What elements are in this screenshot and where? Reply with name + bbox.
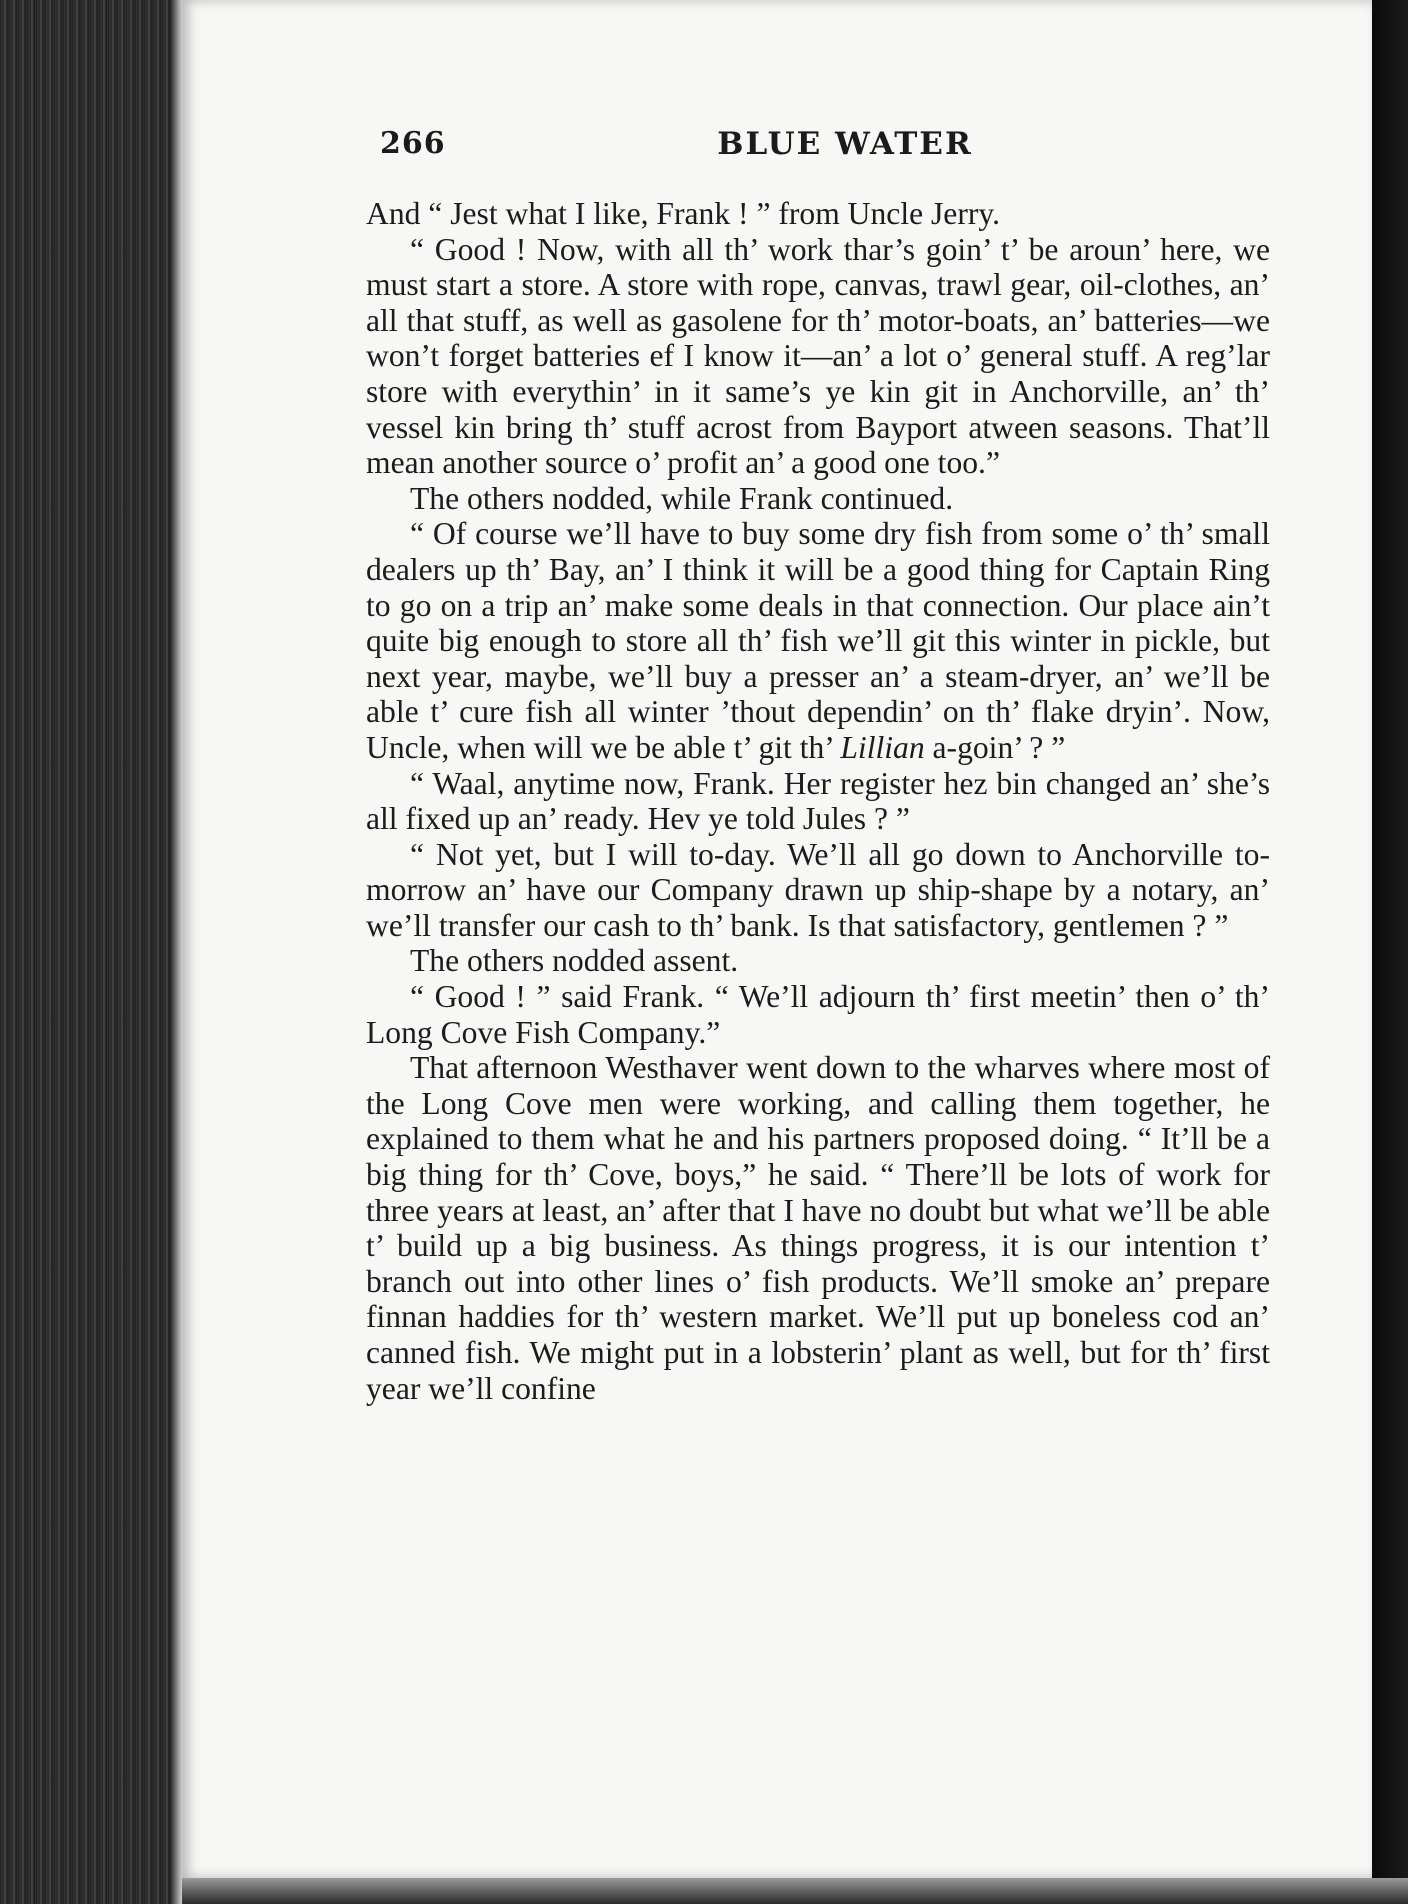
paragraph: The others nodded assent.	[410, 943, 739, 979]
paragraph-text: “ Of course we’ll have to buy some dry fish from some o’ th’ small dealers up th’ Bay, an’ I think it will be a good thing for Captain Ring to go on a trip an’ make some deals in that connection. Our place ain’t quite big enough to store all th’ fish we’ll git this winter in pickle, but next year, maybe, we’ll buy a presser an’ a steam-dryer, an’ we’ll be able t’ cure fish all winter ’thout dependin’ on th’ flake dryin’. Now, Uncle, when will we be able t’ git th’	[366, 516, 1270, 765]
paragraph: “ Waal, anytime now, Frank. Her register hez bin changed an’ she’s all fixed up an’ ready. Hev ye told Jules ? ”	[366, 765, 1270, 837]
paragraph: And “ Jest what I like, Frank ! ” from Uncle Jerry.	[366, 196, 1001, 231]
page-number: 266	[380, 126, 446, 161]
scan-border-bottom	[182, 1878, 1408, 1904]
scan-border-right	[1372, 0, 1408, 1904]
vessel-name: Lillian	[840, 729, 925, 765]
running-head	[380, 126, 1270, 170]
paragraph: The others nodded, while Frank continued.	[410, 480, 954, 516]
paragraph: “ Good ! Now, with all th’ work thar’s goin’ t’ be aroun’ here, we must start a store. A store with rope, canvas, trawl gear, oil-clothes, an’ all that stuff, as well as gasolene for th’ motor-boats, an’ batteries—we won’t forget batteries ef I know it—an’ a lot o’ general stuff. A reg’lar store with everythin’ in it same’s ye kin git in Anchorville, an’ th’ vessel kin bring th’ stuff acrost from Bayport atween seasons. That’ll mean another source o’ profit an’ a good one too.”	[366, 231, 1270, 481]
stacked-page-edges	[0, 0, 182, 1904]
running-title: BLUE WATER	[717, 126, 973, 162]
paragraph-text: a-goin’ ? ”	[924, 729, 1066, 765]
paragraph: “ Not yet, but I will to-day. We’ll all go down to Anchorville to-morrow an’ have our Company drawn up ship-shape by a notary, an’ we’ll transfer our cash to th’ bank. Is that satisfactory, gentlemen ? ”	[366, 836, 1270, 943]
paragraph: “ Good ! ” said Frank. “ We’ll adjourn th’ first meetin’ then o’ th’ Long Cove Fish Company.”	[366, 979, 1270, 1050]
paragraph: That afternoon Westhaver went down to the wharves where most of the Long Cove men were working, and calling them together, he explained to them what he and his partners proposed doing. “ It’ll be a big thing for th’ Cove, boys,” he said. “ There’ll be lots of work for three years at least, an’ after that I have no doubt but what we’ll be able t’ build up a big business. As things progress, it is our intention t’ branch out into other lines o’ fish products. We’ll smoke an’ prepare finnan haddies for th’ western market. We’ll put up boneless cod an’ canned fish. We might put in a lobsterin’ plant as well, but for th’ first year we’ll confine	[366, 1050, 1270, 1406]
paragraph	[366, 516, 1270, 765]
body-text	[366, 196, 1270, 1406]
